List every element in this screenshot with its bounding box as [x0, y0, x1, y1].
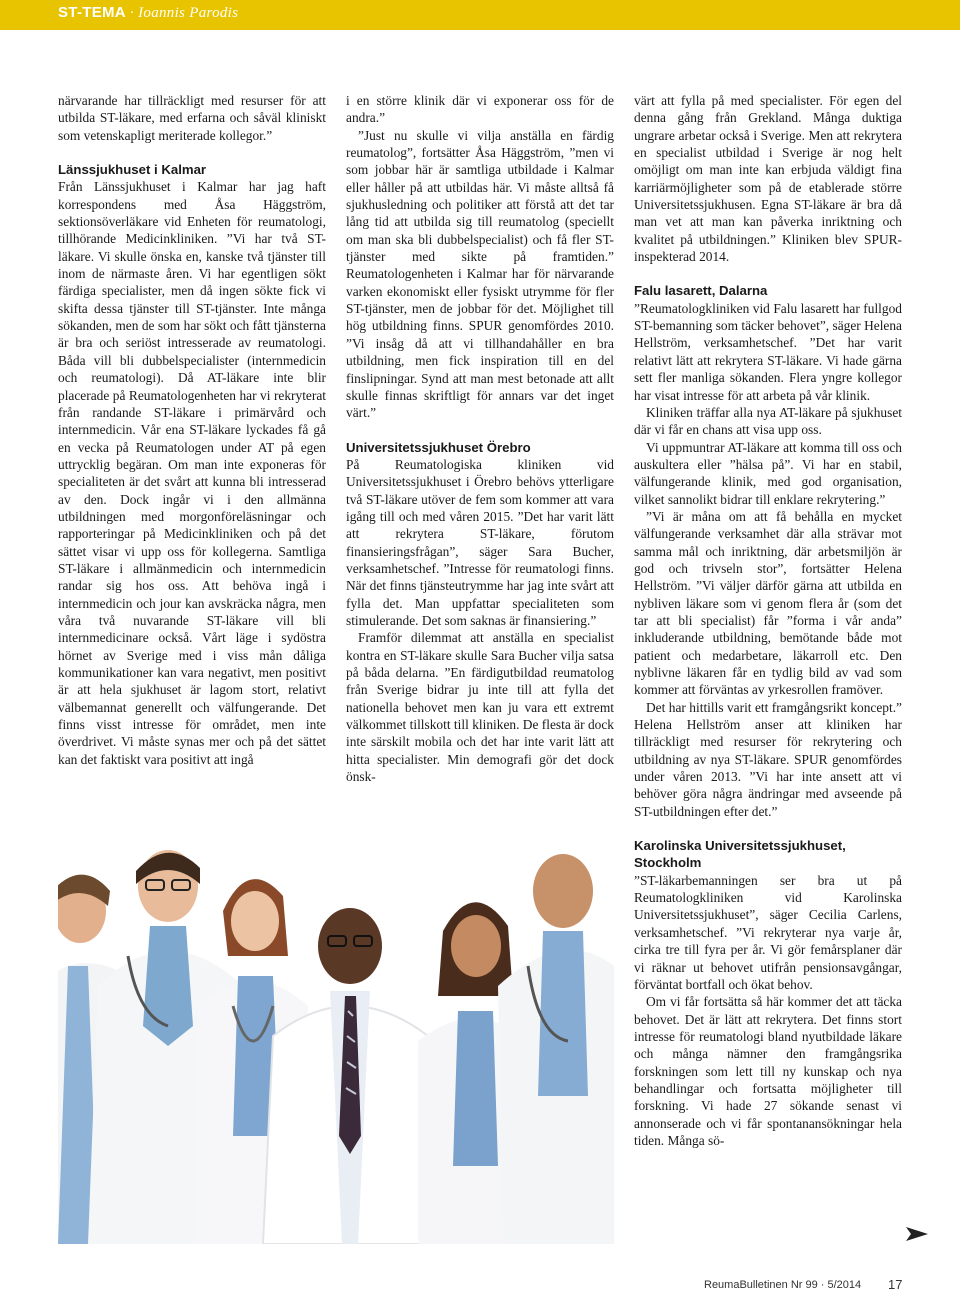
section-heading: Karolinska Universitetssjukhuset, Stockholm	[634, 838, 846, 871]
article-column-2	[346, 92, 614, 785]
paragraph: Kliniken träffar alla nya AT-läkare på sjukhuset där vi får en chans att visa upp oss.	[634, 404, 902, 438]
continue-arrow-icon	[906, 1226, 928, 1242]
article-column-3	[634, 92, 902, 1149]
doctors-group-photo	[58, 836, 614, 1244]
rubric-separator: ·	[125, 5, 139, 21]
paragraph: ”Vi är måna om att få behålla en mycket välfungerande verksamhet där alla strävar mot samma mål och inriktning, där arbetsmiljön är god och trivseln stor”, fortsätter Helena Hellström. ”Vi väljer därför gärna att utbilda en nybliven läkare som vi genom flera år (som det tar att bli specialist) får ”forma i vår anda” inkluderande utbildning, bemötande både mot patient och medarbetare, läkarroll etc. Den nyblivne läkaren får en tydlig bild av vad som kommer att förväntas av yrkesrollen framöver.	[634, 508, 902, 698]
paragraph: På Reumatologiska kliniken vid Universitetssjukhuset i Örebro behövs ytterligare två ST-läkare utöver de fem som kommer att vara igång till och med våren 2015. ”Det har varit lätt att rekrytera ST-läkare, förutom finansieringsfrågan”, säger Sara Bucher, verksamhetschef. ”Intresse för reumatologi finns. När det finns tjänsteutrymme har jag inte svårt att fylla det. Man uppfattar specialiteten som stimulerande. Det som saknas är finansiering.”	[346, 456, 614, 628]
section-heading: Länssjukhuset i Kalmar	[58, 162, 207, 178]
paragraph: ”Just nu skulle vi vilja anställa en färdig reumatolog”, fortsätter Åsa Häggström, ”men vi som jobbar här är samtliga utbildade i Kalmar eller håller på att utbildas här. Vi måste alltså få sjukhusledning och politiker att förstå att det tar lång tid att utbilda sig till reumatolog (speciellt om man ska bli dubbelspecialist) och få fler ST-tjänster med sikte på framtiden.” Reumatologenheten i Kalmar har för närvarande varken ekonomiskt eller fysiskt utrymme för fler ST-tjänster, men de jobbar för det. Möjlighet till hög utbildning finns. SPUR genomfördes 2010. ”Vi insåg då att vi tillhandahåller en bra utbildning, men fick inspiration till en del finslipningar. Synd att man mest betonade att allt skulle finnas skriftligt för annars var det inget värt.”	[346, 127, 614, 421]
paragraph: ”Reumatologkliniken vid Falu lasarett har fullgod ST-bemanning som täcker behovet”, säger Helena Hellström, verksamhetschef. ”Det har varit relativt lätt att rekrytera ST-läkare. Vi hade gärna sett fler manliga sökanden. Flera yngre kollegor har visat intresse för att arbeta på vår klinik.	[634, 300, 902, 403]
paragraph: Från Länssjukhuset i Kalmar har jag haft korrespondens med Åsa Häggström, sektionsöverläkare vid Enheten för reumatologi, tillhörande Medicinkliniken. ”Vi har två ST-läkare. Vi skulle önska en, kanske två tjänster till inom de närmaste åren. Vi har egentligen sökt färdiga specialister, men då ingen sökte fick vi skifta dessa tjänster till ST-tjänster. Inte många sökanden, men de som har sökt och fått tjänsterna är bra och seriöst intresserade av reumatologi. Båda vill bli dubbelspecialister (internmedicin och reumatologi). Då AT-läkare inte blir placerade på Reumatologenheten har vi rekryterat från randande ST-läkare i primärvård och internmedicin. Vår ena ST-läkare lyckades få gå en vecka på Reumatologen under AT på egen uttrycklig begäran. Om man inte exponeras för specialiteten är det svårt att kunna bli intresserad av den. Dock ingår vi i den allmänna utbildningen med morgonföreläsningar och rapporteringar på Medicinkliniken och på det sättet visar vi upp oss för kollegerna. Samtliga ST-läkare i allmänmedicin och internmedicin randar sig hos oss. Att behöva ingå i internmedicin och jour kan avskräcka några, men våra två nuvarande ST-läkare vill bli internmedicinare också. Vårt läge i sydöstra hörnet av Sverige med i viss mån dåliga kommunikationer kan vara negativt, men positivt är att hela sjukhuset är lagom stort, relativt välbemannat generellt och välfungerande. Det finns visst intresse för området, men inte överdrivet. Vi måste synas mer och på det sättet kan det faktiskt vara positivt att ingå	[58, 179, 326, 767]
paragraph: Om vi får fortsätta så här kommer det att täcka behovet. Det är lätt att rekrytera. Det finns stort intresse för reumatologi bland nyutbildade läkare och många nämner den framgångsrika forskningen som lett till ny kunskap och nya behandlingar och fortsatta möjligheter till forskning. Vi hade 27 sökande senast vi annonserade och vi får spontanansökningar hela tiden. Många sö-	[634, 994, 902, 1148]
footer-publication: ReumaBulletinen Nr 99 · 5/2014	[704, 1279, 862, 1291]
page-number: 17	[888, 1277, 903, 1292]
paragraph: Vi uppmuntrar AT-läkare att komma till oss och auskultera eller ”hälsa på”. Vi har en stabil, välfungerande klinik, med god organisation, vilket sannolikt bidrar till enklare rekrytering.”	[634, 439, 902, 507]
rubric-label: ST-TEMA	[58, 4, 126, 21]
article-column-1	[58, 92, 326, 768]
paragraph: ”ST-läkarbemanningen ser bra ut på Reumatologkliniken vid Karolinska Universitetssjukhuset”, säger Cecilia Carlens, verksamhetschef. ”Vi rekryterar nya varje år, cirka tre till fyra per år. Vi gör femårsplaner där vi räknar ut behovet utifrån pensionsavgångar, förväntat bortfall och ökat behov.	[634, 872, 902, 992]
section-heading: Universitetssjukhuset Örebro	[346, 439, 531, 455]
header-bar	[0, 0, 960, 30]
paragraph: närvarande har tillräckligt med resurser för att utbilda ST-läkare, med erfarna och såväl kliniskt som vetenskapligt meriterade kollegor.”	[58, 93, 326, 143]
section-rubric	[58, 4, 238, 22]
paragraph: Framför dilemmat att anställa en specialist kontra en ST-läkare skulle Sara Bucher vilja satsa på båda delarna. ”En färdigutbildad reumatolog från Sverige bidrar ju inte till att fylla det nationella behovet men kan ju vara ett extremt välkommet tillskott till kliniken. De flesta är dock inte särskilt mobila och det har inte varit lätt att hitta specialister. Min demografi gör det dock önsk-	[346, 630, 614, 785]
paragraph: i en större klinik där vi exponerar oss för de andra.”	[346, 93, 614, 126]
author-name: Ioannis Parodis	[138, 5, 239, 21]
paragraph: Det har hittills varit ett framgångsrikt koncept.” Helena Hellström anser att kliniken har tillräckligt med resurser för rekrytering och utbildning av nya ST-läkare. SPUR genomfördes under våren 2013. ”Vi har inte ansett att vi behöver göra några ändringar med avseende på ST-utbildningen efter det.”	[634, 699, 902, 819]
paragraph: värt att fylla på med specialister. För egen del denna gång från Grekland. Många duktiga ungrare arbetar också i Sverige. Men att rekrytera en specialist utbildad i Sverige är nog helt omöjligt om man inte kan erbjuda väldigt fina karriärmöjligheter som på de etablerade större Universitetssjukhusen. Egna ST-läkare är bra då man vet att man kan påverka inriktning och kvalitet på utbildningen.” Kliniken blev SPUR-inspekterad 2014.	[634, 93, 902, 265]
section-heading: Falu lasarett, Dalarna	[634, 283, 768, 299]
